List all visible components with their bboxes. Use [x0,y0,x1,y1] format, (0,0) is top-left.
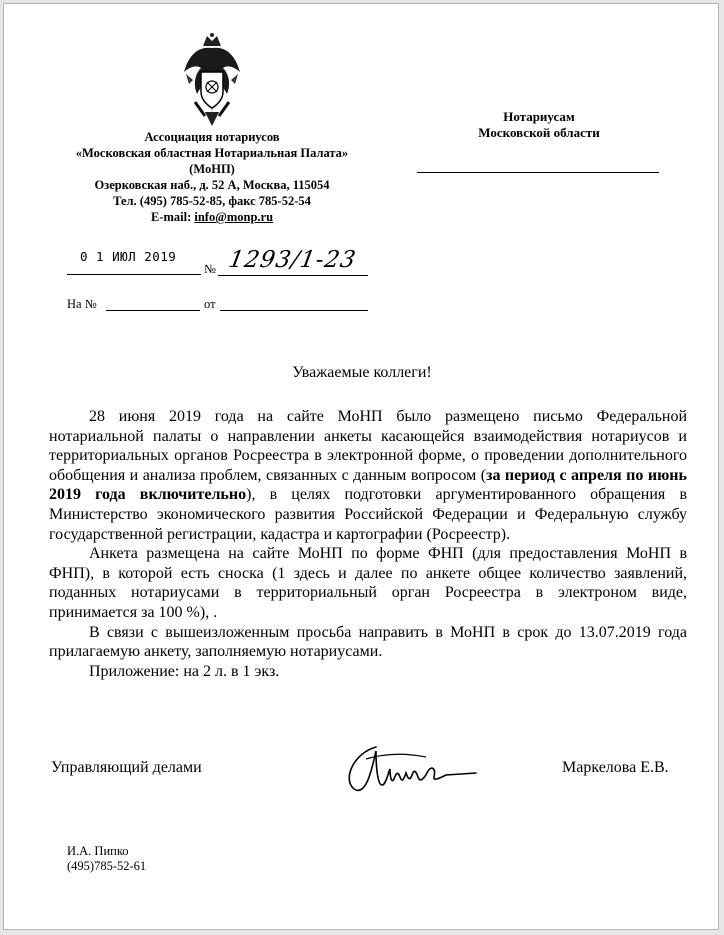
date-stamp: 0 1 ИЮЛ 2019 [80,249,177,264]
executor-block [67,844,146,874]
attachment-note: Приложение: на 2 л. в 1 экз. [89,662,280,680]
letter-page [3,3,719,930]
recipient-underline [417,172,659,173]
email-link[interactable]: info@monp.ru [194,210,274,224]
reply-date-underline [220,310,368,311]
paragraph-1-period-bold: за период с апреля по июнь 2019 года включительно [49,466,687,504]
email-label: E-mail: [150,210,192,224]
coat-of-arms-emblem [181,32,243,130]
org-phone: Тел. (495) 785-52-85, факс 785-52-54 [113,194,311,208]
signatory-role: Управляющий делами [51,759,202,776]
date-underline [67,274,201,275]
org-abbreviation: (МоНП) [189,162,235,176]
org-address: Озерковская наб., д. 52 А, Москва, 115054 [94,178,330,192]
handwritten-registration-number: 1293/1-23 [226,247,359,273]
org-name-line1: Ассоциация нотариусов [144,130,280,144]
number-label: № [204,262,216,276]
executor-phone: (495)785-52-61 [67,859,147,873]
recipient-line2: Московской области [478,125,600,140]
number-underline [218,275,368,276]
executor-name: И.А. Пипко [67,844,129,858]
org-name-line2: «Московская областная Нотариальная Палата» [75,146,349,160]
reply-date-label: от [204,297,216,311]
paragraph-1-start: 28 июня 2019 года на сайте МоНП было размещено письмо Федеральной нотариальной палаты о направлении анкеты касающейся взаимодействия нотариусов и территориальных органов Росреестра в электронной форме, о проведении дополнительного обобщения и анализа проблем, связанных с данным вопросом ( [49,408,687,484]
paragraph-1-end: ), в целях подготовки аргументированного обращения в Министерство экономического развития Российской Федерации и Федеральную службу государственной регистрации, кадастра и картографии (Росреестр). [49,486,687,543]
signatory-name: Маркелова Е.В. [562,759,669,776]
paragraph-2: Анкета размещена на сайте МоНП по форме ФНП (для предоставления МоНП в ФНП), в которой есть сноска (1 здесь и далее по анкете общее количество заявлений, поданных нотариусами в территориальный орган Росреестра в электроном виде, принимается за 100 %), . [49,545,687,621]
recipient-line1: Нотариусам [503,109,575,124]
reply-number-underline [106,310,200,311]
paragraph-3: В связи с вышеизложенным просьба направить в МоНП в срок до 13.07.2019 года прилагаемую анкету, заполняемую нотариусами. [49,623,687,661]
handwritten-signature [336,739,486,799]
reply-to-label: На № [67,297,97,311]
paragraph-1 [49,407,687,544]
recipient-block [459,109,619,141]
organization-letterhead [34,129,390,225]
org-email-line [34,209,390,225]
salutation: Уважаемые коллеги! [292,364,432,381]
letter-body [49,407,687,681]
